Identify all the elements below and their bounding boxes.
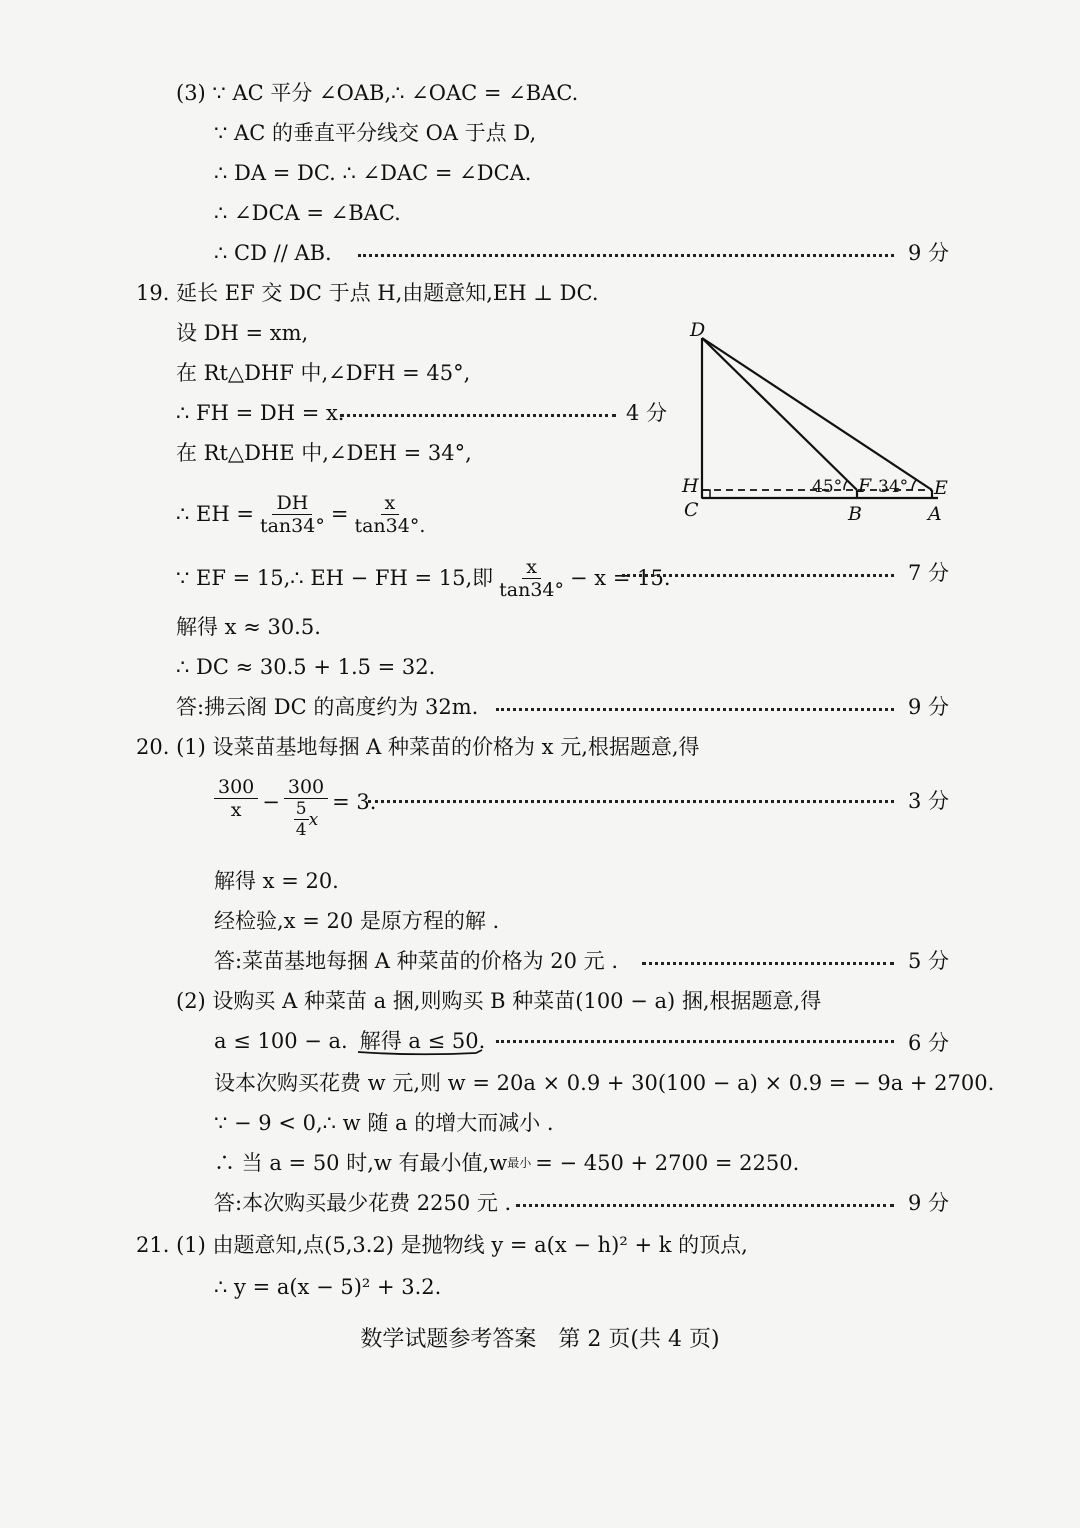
subscript-min: 最小	[507, 1156, 532, 1170]
ef-suffix: − x = 15.	[570, 566, 671, 590]
q18-3-line-3: ∴ DA = DC. ∴ ∠DAC = ∠DCA.	[214, 161, 532, 185]
score-mark: 5 分	[908, 949, 950, 973]
inequality: a ≤ 100 − a.	[214, 1029, 348, 1053]
q19-line-3: 在 Rt△DHF 中,∠DFH = 45°,	[176, 361, 471, 385]
right-angle-mark	[702, 490, 710, 498]
fraction-dh-tan	[258, 492, 327, 537]
label-a: A	[928, 503, 942, 525]
score-mark: 3 分	[908, 789, 950, 813]
q20-1-line-5: 答:菜苗基地每捆 A 种菜苗的价格为 20 元 .	[214, 949, 619, 973]
angle-45-label: 45°	[812, 477, 843, 497]
q19-line-8: 解得 x ≈ 30.5.	[176, 615, 321, 639]
dot-leader	[642, 962, 894, 965]
equals-sign: =	[330, 502, 349, 526]
label-c: C	[684, 499, 699, 521]
fraction-numerator: 300	[214, 776, 258, 799]
angle-34-label: 34°	[878, 477, 909, 497]
q20-1-line-3: 解得 x = 20.	[214, 869, 339, 893]
fraction-numerator: 5	[295, 799, 307, 819]
score-mark: 6 分	[908, 1031, 950, 1055]
fraction-denominator: x	[230, 799, 242, 821]
dot-leader	[358, 254, 894, 257]
fraction-x-tan	[352, 492, 427, 537]
label-f: F	[858, 475, 872, 497]
label-h: H	[682, 475, 699, 497]
q18-3-line-1: (3) ∵ AC 平分 ∠OAB,∴ ∠OAC = ∠BAC.	[176, 81, 579, 105]
line-de	[702, 338, 932, 490]
q20-2-line-5	[214, 1148, 799, 1178]
q20-2-line-2	[214, 1026, 485, 1056]
dot-leader	[622, 574, 894, 577]
fraction-300-5-4x	[284, 776, 328, 840]
handwritten-annotation	[360, 1026, 486, 1056]
score-mark: 9 分	[908, 1191, 950, 1215]
line-df	[702, 338, 857, 490]
fraction-numerator: DH	[272, 492, 312, 515]
annotation-text: 解得 a ≤ 50.	[359, 1029, 486, 1053]
q19-line-10: 答:拂云阁 DC 的高度约为 32m.	[176, 695, 479, 719]
variable-x: x	[308, 809, 319, 830]
q18-3-line-2: ∵ AC 的垂直平分线交 OA 于点 D,	[214, 121, 537, 145]
q19-line-2: 设 DH = xm,	[176, 321, 309, 345]
fraction-x-tan	[497, 556, 566, 601]
dot-leader	[516, 1204, 894, 1207]
fraction-5-4	[294, 799, 309, 840]
label-e: E	[934, 477, 948, 499]
q19-line-4: ∴ FH = DH = x.	[176, 401, 345, 425]
q18-3-line-5: ∴ CD // AB.	[214, 241, 332, 265]
fraction-denominator: tan34°	[259, 514, 325, 537]
fraction-numerator: x	[381, 492, 400, 515]
score-mark: 4 分	[626, 401, 668, 425]
q19-line-5: 在 Rt△DHE 中,∠DEH = 34°,	[176, 441, 472, 465]
q21-line-2: ∴ y = a(x − 5)² + 3.2.	[214, 1275, 442, 1299]
q20-2-line-3: 设本次购买花费 w 元,则 w = 20a × 0.9 + 30(100 − a) × 0.9 = − 9a + 2700.	[214, 1071, 995, 1095]
q19-line-7	[176, 552, 671, 604]
angle-arc-34	[912, 480, 916, 490]
fraction-denominator: tan34°	[499, 578, 565, 601]
equals-three: = 3.	[332, 790, 377, 814]
minus-sign: −	[262, 790, 280, 814]
fraction-numerator: x	[522, 556, 541, 579]
q20-1-line-4: 经检验,x = 20 是原方程的解 .	[214, 909, 500, 933]
eh-prefix: ∴ EH =	[176, 502, 254, 526]
min-value-prefix: ∴ 当 a = 50 时,w 有最小值,w	[214, 1151, 508, 1175]
q19-line-1: 19. 延长 EF 交 DC 于点 H,由题意知,EH ⊥ DC.	[136, 281, 599, 305]
fraction-denominator: tan34°.	[354, 514, 426, 537]
fraction-300-x	[214, 776, 258, 821]
fraction-denominator	[292, 799, 320, 840]
q18-3-line-4: ∴ ∠DCA = ∠BAC.	[214, 201, 401, 225]
angle-arc-45	[844, 481, 847, 490]
label-d: D	[690, 319, 706, 341]
dot-leader	[340, 414, 616, 417]
label-b: B	[848, 503, 862, 525]
dot-leader	[496, 708, 894, 711]
fraction-numerator: 300	[284, 776, 328, 799]
dot-leader	[368, 800, 894, 803]
q19-line-6	[176, 488, 431, 540]
score-mark: 9 分	[908, 241, 950, 265]
q20-2-line-6: 答:本次购买最少花费 2250 元 .	[214, 1191, 512, 1215]
triangle-figure	[676, 314, 962, 530]
score-mark: 7 分	[908, 561, 950, 585]
page-footer: 数学试题参考答案 第 2 页(共 4 页)	[360, 1327, 720, 1352]
q20-1-line-1: 20. (1) 设菜苗基地每捆 A 种菜苗的价格为 x 元,根据题意,得	[136, 735, 700, 759]
score-mark: 9 分	[908, 695, 950, 719]
q20-2-line-1: (2) 设购买 A 种菜苗 a 捆,则购买 B 种菜苗(100 − a) 捆,根据题意,得	[176, 989, 822, 1013]
handwritten-underline	[356, 1048, 486, 1062]
q20-2-line-4: ∵ − 9 < 0,∴ w 随 a 的增大而减小 .	[214, 1111, 554, 1135]
ef-prefix: ∵ EF = 15,∴ EH − FH = 15,即	[176, 566, 494, 590]
dot-leader	[496, 1040, 894, 1043]
fraction-denominator: 4	[295, 820, 307, 840]
q20-1-equation	[214, 776, 376, 852]
q19-line-9: ∴ DC ≈ 30.5 + 1.5 = 32.	[176, 655, 436, 679]
min-value-suffix: = − 450 + 2700 = 2250.	[535, 1151, 800, 1175]
q21-line-1: 21. (1) 由题意知,点(5,3.2) 是抛物线 y = a(x − h)² + k 的顶点,	[136, 1233, 748, 1257]
